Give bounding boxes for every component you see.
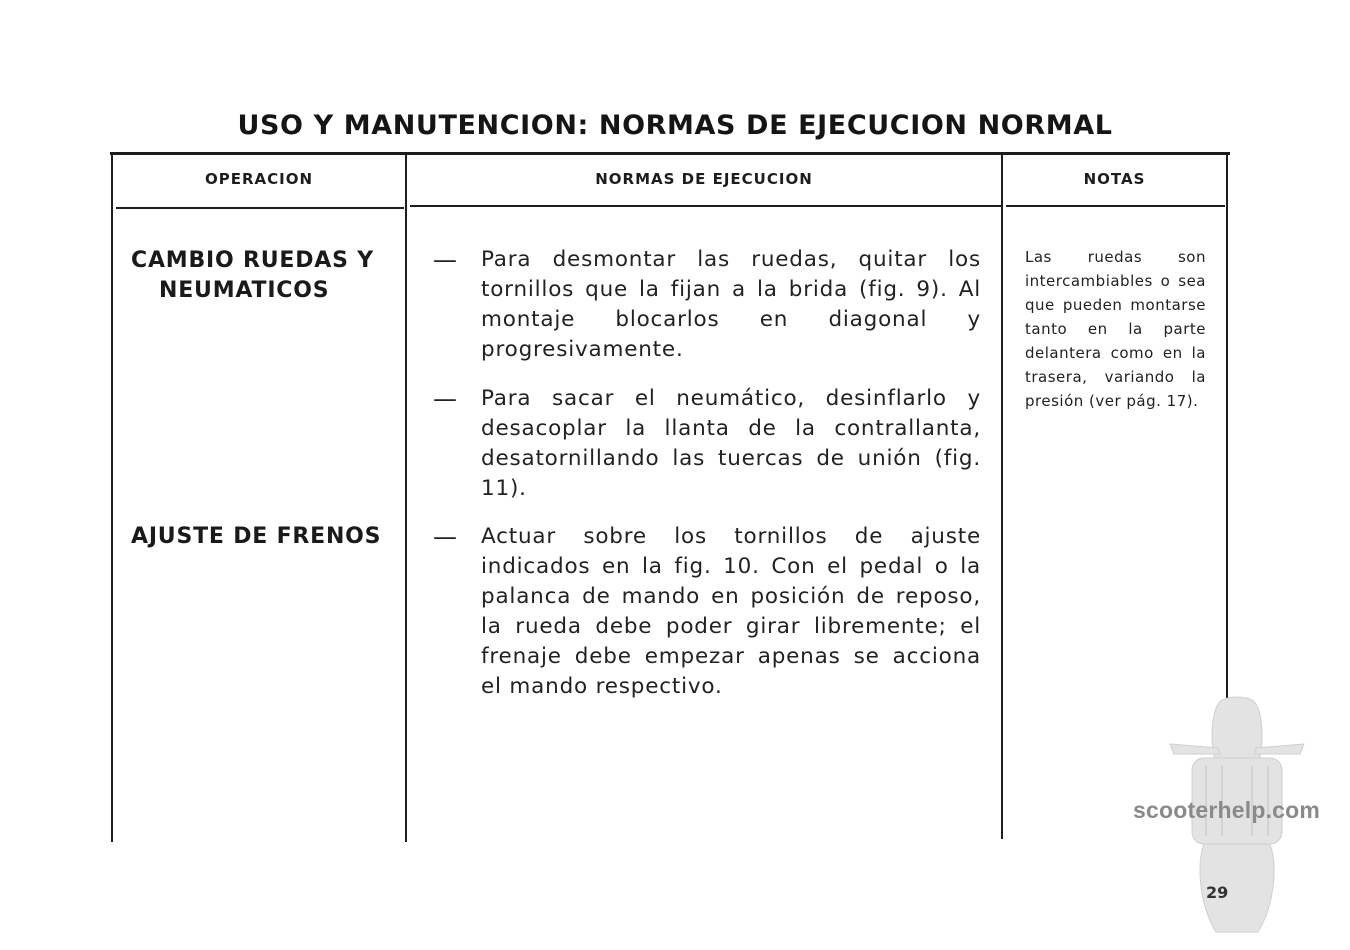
header-operation: OPERACION bbox=[204, 170, 314, 188]
header-underline-2 bbox=[410, 205, 1002, 207]
page-number: 29 bbox=[1206, 883, 1229, 902]
norm-item-text: Para desmontar las ruedas, quitar los tornillos que la fijan a la brida (fig. 9). Al montaje blocarlos en diagonal y progresivamente. bbox=[481, 247, 981, 362]
top-rule bbox=[110, 152, 1230, 155]
dash-bullet: — bbox=[433, 523, 457, 551]
operation-brakes: AJUSTE DE FRENOS bbox=[131, 524, 382, 549]
operation-wheels-line2: NEUMATICOS bbox=[159, 278, 330, 303]
header-underline-1 bbox=[116, 207, 404, 209]
operation-wheels bbox=[131, 246, 374, 306]
norm-item-3 bbox=[433, 522, 981, 702]
norm-item-text: Actuar sobre los tornillos de ajuste indicados en la fig. 10. Con el pedal o la palanca de mando en posición de reposo, la rueda debe poder girar libremente; el frenaje debe empezar apenas se acciona el mando respectivo. bbox=[481, 524, 981, 699]
column-divider-1 bbox=[405, 154, 407, 842]
note-text: Las ruedas son intercambiables o sea que pueden montarse tanto en la parte delantera como en la trasera, variando la presión (ver pág. 17). bbox=[1025, 248, 1206, 410]
watermark-text: scooterhelp.com bbox=[1133, 797, 1321, 823]
norm-item-2 bbox=[433, 384, 981, 504]
header-notes: NOTAS bbox=[1083, 170, 1146, 188]
header-underline-3 bbox=[1006, 205, 1225, 207]
left-border bbox=[111, 154, 113, 842]
header-norms: NORMAS DE EJECUCION bbox=[595, 170, 813, 188]
norm-item-1 bbox=[433, 245, 981, 365]
dash-bullet: — bbox=[433, 246, 457, 274]
operation-wheels-line1: CAMBIO RUEDAS Y bbox=[131, 248, 374, 273]
page-title: USO Y MANUTENCION: NORMAS DE EJECUCION NORMAL bbox=[237, 110, 1113, 141]
dash-bullet: — bbox=[433, 385, 457, 413]
norm-item-text: Para sacar el neumático, desinflarlo y desacoplar la llanta de la contrallanta, desatornillando las tuercas de unión (fig. 11). bbox=[481, 386, 981, 501]
right-border bbox=[1226, 154, 1228, 714]
column-divider-2 bbox=[1001, 154, 1003, 839]
